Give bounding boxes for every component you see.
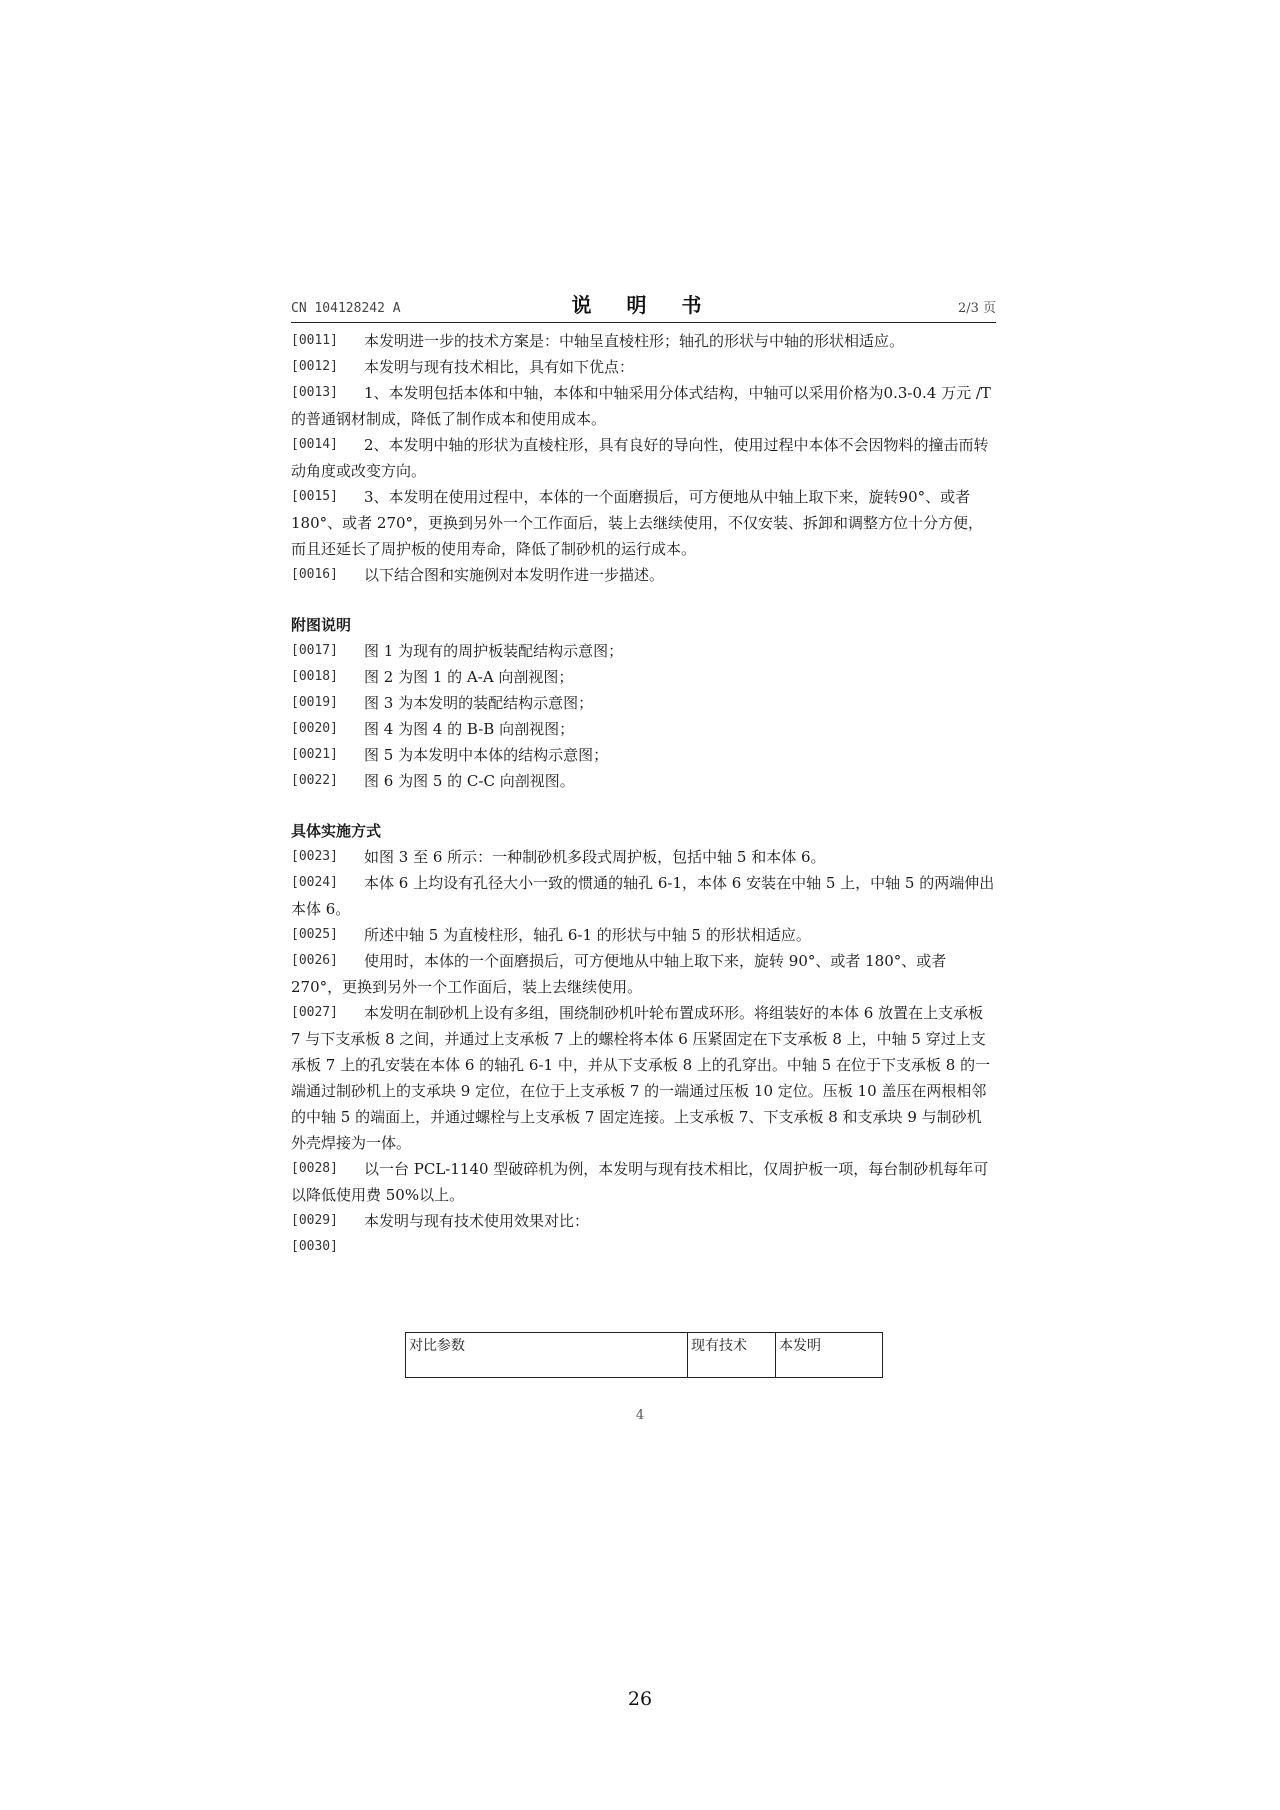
paragraph (291, 354, 996, 380)
paragraph (291, 1156, 996, 1208)
paragraph-number: [0012] (291, 359, 338, 374)
paragraph (291, 690, 996, 716)
page-number: 26 (627, 1688, 653, 1710)
paragraph (291, 1000, 996, 1156)
paragraph (291, 1208, 996, 1234)
table-header-cell: 现有技术 (688, 1333, 776, 1378)
document-number: CN 104128242 A (291, 301, 401, 316)
paragraph-number: [0025] (291, 927, 338, 942)
paragraph-number: [0030] (291, 1239, 338, 1254)
paragraph-text: 3、本发明在使用过程中，本体的一个面磨损后，可方便地从中轴上取下来，旋转90°、或者 180°、或者 270°，更换到另外一个工作面后，装上去继续使用，不仅安装、拆卸和调整方位十分方便，而且还延长了周护板的使用寿命，降低了制砂机的运行成本。 (291, 488, 984, 558)
paragraph-text: 所述中轴 5 为直棱柱形，轴孔 6-1 的形状与中轴 5 的形状相适应。 (364, 926, 811, 944)
paragraph-number: [0016] (291, 567, 338, 582)
paragraph (291, 562, 996, 588)
paragraph-text: 图 2 为图 1 的 A-A 向剖视图； (364, 668, 574, 686)
paragraph-number: [0020] (291, 721, 338, 736)
paragraph-text: 本体 6 上均设有孔径大小一致的惯通的轴孔 6-1，本体 6 安装在中轴 5 上，中轴 5 的两端伸出本体 6。 (291, 874, 995, 918)
paragraph (291, 870, 996, 922)
paragraph-text: 本发明在制砂机上设有多组，围绕制砂机叶轮布置成环形。将组装好的本体 6 放置在上支承板 7 与下支承板 8 之间，并通过上支承板 7 上的螺栓将本体 6 压紧固定在下支承板 8 上，中轴 5 穿过上支承板 7 上的孔安装在本体 6 的轴孔 6-1 中，并从下支承板 8 上的孔穿出。中轴 5 在位于下支承板 8 的一端通过制砂机上的支承块 9 定位，在位于上支承板 7 的一端通过压板 10 定位。压板 10 盖压在两根相邻的中轴 5 的端面上，并通过螺栓与上支承板 7 固定连接。上支承板 7、下支承板 8 和支承块 9 与制砂机外壳焊接为一体。 (291, 1004, 991, 1152)
paragraph-group-embodiment (291, 844, 996, 1254)
comparison-table (405, 1332, 883, 1378)
paragraph-text: 以下结合图和实施例对本发明作进一步描述。 (364, 566, 665, 584)
section-heading-figures: 附图说明 (291, 616, 352, 634)
paragraph-text: 本发明进一步的技术方案是：中轴呈直棱柱形；轴孔的形状与中轴的形状相适应。 (364, 332, 905, 350)
paragraph-number: [0023] (291, 849, 338, 864)
original-page-number: 4 (635, 1408, 645, 1423)
paragraph-number: [0026] (291, 953, 338, 968)
paragraph-text: 本发明与现有技术相比，具有如下优点： (364, 358, 635, 376)
paragraph-number: [0014] (291, 437, 338, 452)
paragraph-number: [0017] (291, 643, 338, 658)
paragraph-text: 以一台 PCL-1140 型破碎机为例，本发明与现有技术相比，仅周护板一项，每台制砂机每年可以降低使用费 50%以上。 (291, 1160, 989, 1204)
paragraph-group-summary (291, 328, 996, 588)
paragraph-number: [0015] (291, 489, 338, 504)
paragraph-number: [0021] (291, 747, 338, 762)
table-header-row (406, 1333, 883, 1378)
table-header-cell: 对比参数 (406, 1333, 688, 1378)
paragraph-number: [0029] (291, 1213, 338, 1228)
paragraph-text: 使用时，本体的一个面磨损后，可方便地从中轴上取下来，旋转 90°、或者 180°、或者 270°，更换到另外一个工作面后，装上去继续使用。 (291, 952, 947, 996)
header-rule (291, 322, 996, 323)
paragraph-text: 如图 3 至 6 所示：一种制砂机多段式周护板，包括中轴 5 和本体 6。 (364, 848, 826, 866)
paragraph-text: 2、本发明中轴的形状为直棱柱形，具有良好的导向性，使用过程中本体不会因物料的撞击而转动角度或改变方向。 (291, 436, 989, 480)
table-header-cell: 本发明 (776, 1333, 883, 1378)
paragraph (291, 716, 996, 742)
paragraph-number: [0022] (291, 773, 338, 788)
paragraph-number: [0011] (291, 333, 338, 348)
paragraph-text: 图 4 为图 4 的 B-B 向剖视图； (364, 720, 575, 738)
paragraph-text: 图 1 为现有的周护板装配结构示意图； (364, 642, 624, 660)
paragraph-number: [0013] (291, 385, 338, 400)
paragraph-number: [0024] (291, 875, 338, 890)
paragraph (291, 922, 996, 948)
paragraph-text: 图 5 为本发明中本体的结构示意图； (364, 746, 609, 764)
paragraph (291, 948, 996, 1000)
page-header (291, 290, 996, 320)
paragraph-number: [0028] (291, 1161, 338, 1176)
paragraph (291, 638, 996, 664)
paragraph-number: [0019] (291, 695, 338, 710)
paragraph-text: 图 3 为本发明的装配结构示意图； (364, 694, 594, 712)
paragraph-number: [0027] (291, 1005, 338, 1020)
paragraph-group-figures (291, 638, 996, 794)
paragraph-text: 1、本发明包括本体和中轴，本体和中轴采用分体式结构，中轴可以采用价格为0.3-0.4 万元 /T 的普通钢材制成，降低了制作成本和使用成本。 (291, 384, 991, 428)
document-body (291, 328, 996, 1254)
paragraph (291, 768, 996, 794)
page-indicator: 2/3 页 (957, 301, 996, 316)
section-heading-embodiment: 具体实施方式 (291, 822, 382, 840)
paragraph (291, 742, 996, 768)
paragraph (291, 664, 996, 690)
paragraph-number: [0018] (291, 669, 338, 684)
paragraph (291, 380, 996, 432)
paragraph-text: 本发明与现有技术使用效果对比： (364, 1212, 590, 1230)
paragraph (291, 844, 996, 870)
paragraph (291, 432, 996, 484)
paragraph-text: 图 6 为图 5 的 C-C 向剖视图。 (364, 772, 575, 790)
paragraph (291, 328, 996, 354)
paragraph (291, 484, 996, 562)
document-title: 说 明 书 (571, 293, 716, 317)
